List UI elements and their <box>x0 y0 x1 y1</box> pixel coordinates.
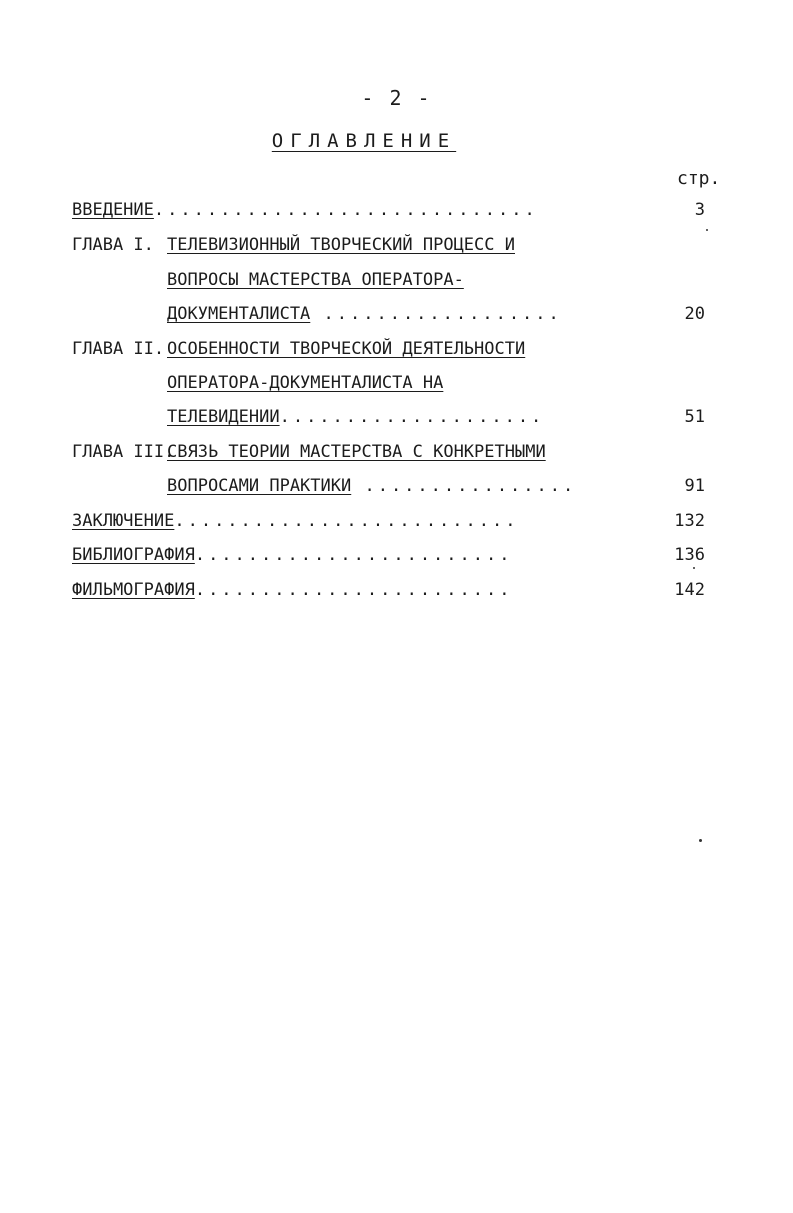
toc-entry-bibliography: БИБЛИОГРАФИЯ........................ <box>72 545 513 565</box>
toc-intro-label: ВВЕДЕНИЕ <box>72 200 154 220</box>
scan-speck <box>699 839 702 842</box>
toc-ch1-line1: ТЕЛЕВИЗИОННЫЙ ТВОРЧЕСКИЙ ПРОЦЕСС И <box>167 235 515 255</box>
scan-speck <box>706 229 708 231</box>
toc-conclusion-page: 132 <box>674 511 705 531</box>
toc-bibliography-label: БИБЛИОГРАФИЯ <box>72 545 195 565</box>
toc-bibliography-page: 136 <box>674 545 705 565</box>
toc-intro-page: 3 <box>694 200 705 220</box>
scan-speck <box>693 567 695 569</box>
toc-ch3-prefix: ГЛАВА III. <box>72 442 175 462</box>
toc-ch1-line2: ВОПРОСЫ МАСТЕРСТВА ОПЕРАТОРА- <box>167 270 464 290</box>
toc-ch3-page: 91 <box>684 476 705 496</box>
toc-ch1-line3: ДОКУМЕНТАЛИСТА <box>167 304 311 324</box>
toc-conclusion-label: ЗАКЛЮЧЕНИЕ <box>72 511 175 531</box>
page-number: - 2 - <box>361 86 432 110</box>
toc-ch3-line1: СВЯЗЬ ТЕОРИИ МАСТЕРСТВА С КОНКРЕТНЫМИ <box>167 442 546 462</box>
toc-ch3-line2: ВОПРОСАМИ ПРАКТИКИ <box>167 476 352 496</box>
toc-entry-conclusion: ЗАКЛЮЧЕНИЕ.......................... <box>72 511 519 531</box>
toc-entry-intro: ВВЕДЕНИЕ............................. <box>72 200 538 220</box>
page-title: ОГЛАВЛЕНИЕ <box>271 130 457 152</box>
toc-ch1-page: 20 <box>684 304 705 324</box>
toc-ch2-line2: ОПЕРАТОРА-ДОКУМЕНТАЛИСТА НА <box>167 373 444 393</box>
toc-filmography-page: 142 <box>674 580 705 600</box>
toc-ch1-prefix: ГЛАВА I. <box>72 235 154 255</box>
toc-entry-filmography: ФИЛЬМОГРАФИЯ........................ <box>72 580 513 600</box>
toc-ch2-line1: ОСОБЕННОСТИ ТВОРЧЕСКОЙ ДЕЯТЕЛЬНОСТИ <box>167 339 526 359</box>
document-page: - 2 - ОГЛАВЛЕНИЕ стр. ВВЕДЕНИЕ............................. 3 ГЛАВА I. ТЕЛЕВИЗИОННЫЙ ТВОРЧЕСКИЙ ПРОЦЕСС И ВОПРОСЫ МАСТЕРСТВА ОПЕРАТОРА- ДОКУМЕНТАЛИСТА .................. 20 ГЛАВА II. ОСОБЕННОСТИ ТВОРЧЕСКОЙ ДЕЯТЕЛЬНОСТИ ОПЕРАТОРА-ДОКУМЕНТАЛИСТА НА ТЕЛЕВИДЕНИИ.................... 51 ГЛАВА III. СВЯЗЬ ТЕОРИИ МАСТЕРСТВА С КОНКРЕТНЫМИ ВОПРОСАМИ ПРАКТИКИ ................ 91 ЗАКЛЮЧЕНИЕ.......................... 132 БИБЛИОГРАФИЯ........................ 136 ФИЛЬМОГРАФИЯ........................ 142 <box>0 0 793 1213</box>
toc-ch2-line3: ТЕЛЕВИДЕНИИ <box>167 407 280 427</box>
toc-ch2-page: 51 <box>684 407 705 427</box>
toc-ch2-prefix: ГЛАВА II. <box>72 339 165 359</box>
toc-filmography-label: ФИЛЬМОГРАФИЯ <box>72 580 195 600</box>
page-column-label: стр. <box>677 168 721 189</box>
